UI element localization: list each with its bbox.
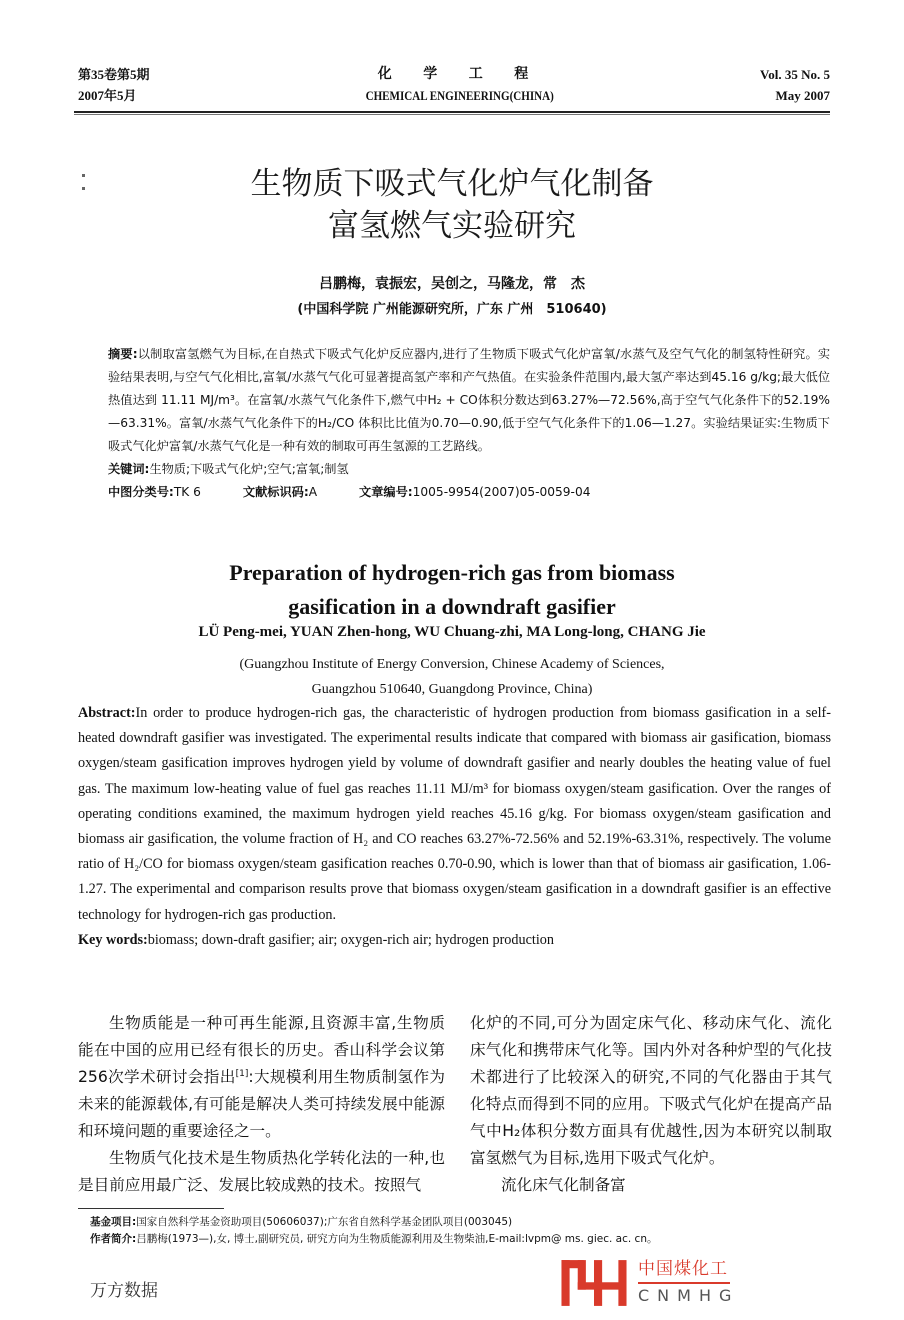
date-en: May 2007 <box>775 88 830 103</box>
keywords-cn-text: 生物质;下吸式气化炉;空气;富氧;制氢 <box>149 462 349 476</box>
journal-name-en: CHEMICAL ENGINEERING(CHINA) <box>365 88 555 103</box>
keywords-cn-label: 关键词: <box>108 462 150 476</box>
title-en-line2: gasification in a downdraft gasifier <box>288 594 616 619</box>
margin-mark <box>82 187 85 190</box>
keywords-en <box>78 928 831 953</box>
article-number-label: 文章编号: <box>359 485 413 499</box>
doc-code-label: 文献标识码: <box>242 485 309 499</box>
affiliation-en-line1: (Guangzhou Institute of Energy Conversion, Chinese Academy of Sciences, <box>239 657 665 672</box>
date-cn: 2007年5月 <box>78 88 137 103</box>
cnmhg-logo <box>560 1258 830 1310</box>
classification-line <box>108 481 830 504</box>
paper-title-en <box>100 556 804 624</box>
authors-en: LÜ Peng-mei, YUAN Zhen-hong, WU Chuang-zhi, MA Long-long, CHANG Jie <box>198 624 706 640</box>
body-column-left <box>78 1010 445 1199</box>
abstract-en-text: In order to produce hydrogen-rich gas, the characteristic of hydrogen production from biomass gasification in a self-heated downdraft gasifier was investigated. The experimental results indicate that compared with biomass air gasification, biomass oxygen/steam gasification improves hydrogen yield by volume of downdraft gasifier and nearly doubles the heating value of fuel gas. The maximum low-heating value of fuel gas reaches 11.11 MJ/m³ for biomass oxygen/steam gasification. Over the ranges of operating conditions examined, the maximum hydrogen yield reaches 45.16 g/kg. For biomass oxygen/steam gasification and biomass air gasification, the volume fraction of H₂ and CO reaches 63.27%-72.56% and 52.19%-63.31%, respectively. The volume ratio of H₂/CO for biomass oxygen/steam gasification reaches 0.70-0.90, which is lower than that of biomass air gasification, 1.06-1.27. The experimental and comparison results prove that biomass oxygen/steam gasification in a downdraft gasifier is an effective technology for hydrogen-rich gas production. <box>78 705 831 923</box>
article-number-value: 1005-9954(2007)05-0059-04 <box>412 485 591 499</box>
paragraph: 流化床气化制备富 <box>501 1176 626 1194</box>
keywords-cn <box>108 458 830 481</box>
fund-label: 基金项目: <box>90 1216 137 1228</box>
citation-ref[interactable]: [1] <box>235 1068 249 1079</box>
source-watermark: 万方数据 <box>90 1281 158 1301</box>
title-cn-line2: 富氢燃气实验研究 <box>328 208 576 244</box>
volume-en: Vol. 35 No. 5 <box>760 67 830 82</box>
logo-rule <box>638 1282 730 1284</box>
title-cn-line1: 生物质下吸式气化炉气化制备 <box>250 166 654 202</box>
paragraph <box>78 1010 445 1145</box>
abstract-en <box>78 701 831 928</box>
volume-cn: 第35卷第5期 <box>78 67 150 82</box>
doc-code-value: A <box>308 485 318 499</box>
affiliation-en <box>100 652 804 702</box>
logo-text-en: CNMHG <box>638 1286 740 1305</box>
footnote-fund <box>90 1214 850 1231</box>
logo-text-cn: 中国煤化工 <box>638 1259 728 1279</box>
paper-title-cn <box>150 163 754 247</box>
mh-logo-mark-icon <box>560 1258 628 1308</box>
header-rule <box>74 111 830 113</box>
footnote-author <box>90 1231 850 1248</box>
margin-mark <box>82 174 85 177</box>
clc-label: 中图分类号: <box>108 485 174 499</box>
author-bio-text: 吕鹏梅(1973—),女, 博士,副研究员, 研究方向为生物质能源利用及生物柴油,E-mail:lvpm@ ms. giec. ac. cn。 <box>136 1233 658 1245</box>
body-column-right <box>470 1010 832 1199</box>
abstract-cn-block <box>108 343 830 504</box>
keywords-en-text: biomass; down-draft gasifier; air; oxygen-rich air; hydrogen production <box>147 931 554 948</box>
journal-name <box>300 64 620 106</box>
paragraph: 生物质气化技术是生物质热化学转化法的一种,也是目前应用最广泛、发展比较成熟的技术。按照气 <box>78 1149 445 1194</box>
keywords-en-label: Key words: <box>78 931 148 948</box>
abstract-cn <box>108 343 830 458</box>
footnotes <box>90 1214 850 1248</box>
fund-text: 国家自然科学基金资助项目(50606037);广东省自然科学基金团队项目(003045) <box>136 1216 513 1228</box>
paragraph-text: :大规模利用生物质制氢作为未来的能源载体,有可能是解决人类可持续发展中能源和环境问题的重要途径之一。 <box>78 1068 445 1140</box>
journal-issue-cn <box>78 64 150 106</box>
header-rule-thin <box>74 114 830 115</box>
journal-issue-en <box>760 64 830 106</box>
paragraph: 化炉的不同,可分为固定床气化、移动床气化、流化床气化和携带床气化等。国内外对各种炉型的气化技术都进行了比较深入的研究,不同的气化器由于其气化特点而得到不同的应用。下吸式气化炉在提高产品气中H₂体积分数方面具有优越性,因为本研究以制取富氢燃气为目标,选用下吸式气化炉。 <box>470 1014 832 1167</box>
affiliation-cn: (中国科学院 广州能源研究所，广东 广州 510640) <box>297 302 607 317</box>
author-bio-label: 作者简介: <box>90 1233 137 1245</box>
authors-cn: 吕鹏梅，袁振宏，吴创之，马隆龙，常 杰 <box>319 276 585 292</box>
title-en-line1: Preparation of hydrogen-rich gas from biomass <box>229 560 675 585</box>
paragraph-text: 生物质能是一种可再生能源,且资源丰富,生物质能在中国的应用已经有很长的历史。香山科学会议第256次学术研讨会指出 <box>78 1014 445 1086</box>
footnote-rule <box>78 1208 224 1209</box>
abstract-cn-text: 以制取富氢燃气为目标,在自热式下吸式气化炉反应器内,进行了生物质下吸式气化炉富氧/水蒸气及空气气化的制氢特性研究。实验结果表明,与空气气化相比,富氧/水蒸气气化可显著提高氢产率和产气热值。在实验条件范围内,最大氢产率达到45.16 g/kg;最大低位热值达到 11.11 MJ/m³。在富氧/水蒸气气化条件下,燃气中H₂ + CO体积分数达到63.27%—72.56%,高于空气气化条件下的52.19%—63.31%。富氧/水蒸气气化条件下的H₂/CO 体积比比值为0.70—0.90,低于空气气化条件下的1.06—1.27。实验结果证实:生物质下吸式气化炉富氧/水蒸气气化是一种有效的制取可再生氢源的工艺路线。 <box>108 347 831 453</box>
journal-name-cn: 化 学 工 程 <box>377 67 543 82</box>
abstract-en-label: Abstract: <box>78 705 136 721</box>
abstract-cn-label: 摘要: <box>108 347 138 361</box>
clc-value: TK 6 <box>173 485 201 499</box>
affiliation-en-line2: Guangzhou 510640, Guangdong Province, China) <box>311 682 593 697</box>
abstract-en-block <box>78 701 831 953</box>
